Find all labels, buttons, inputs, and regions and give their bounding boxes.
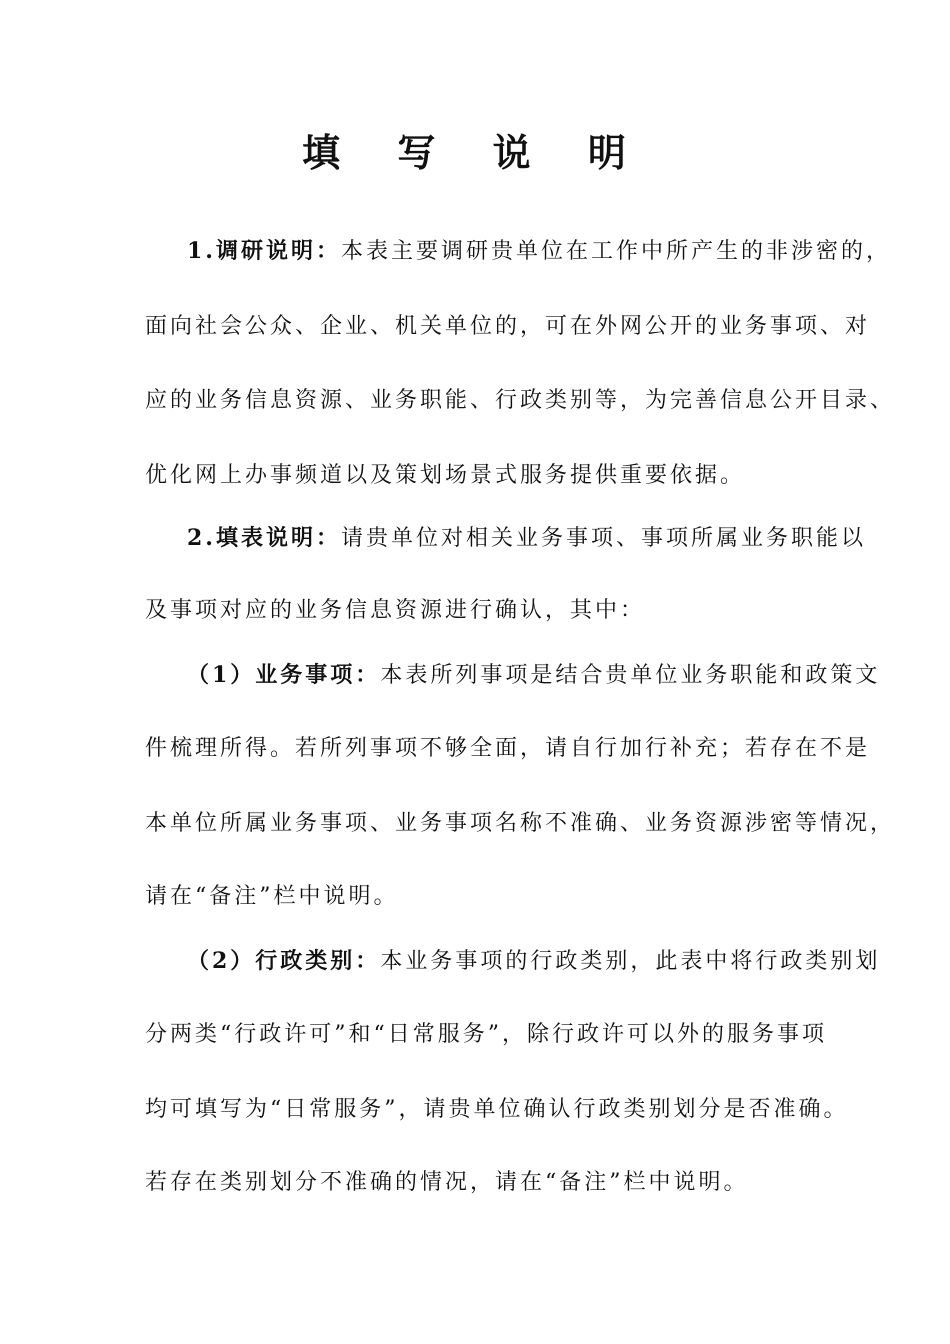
section1-text: 本表主要调研贵单位在工作中所产生的非涉密的， (340, 239, 891, 264)
section1-line-3: 应的业务信息资源、业务职能、行政类别等，为完善信息公开目录、 (145, 388, 896, 413)
item2-text: 本业务事项的行政类别，此表中将行政类别划 (380, 949, 881, 974)
item2-line-4: 若存在类别划分不准确的情况，请在“备注”栏中说明。 (145, 1170, 749, 1195)
section1-line-2: 面向社会公众、企业、机关单位的，可在外网公开的业务事项、对 (145, 314, 871, 339)
section2-heading: 2.填表说明： (187, 525, 341, 551)
item2-line-3: 均可填写为“日常服务”，请贵单位确认行政类别划分是否准确。 (145, 1097, 849, 1122)
section1-heading: 1.调研说明： (187, 238, 341, 264)
item1-line-3: 本单位所属业务事项、业务事项名称不准确、业务资源涉密等情况， (145, 811, 896, 836)
page-title: 填 写 说 明 (302, 130, 648, 175)
item2-line-1 (187, 946, 881, 977)
item1-line-2: 件梳理所得。若所列事项不够全面，请自行加行补充；若存在不是 (145, 736, 871, 761)
section2-line-2: 及事项对应的业务信息资源进行确认，其中： (145, 598, 646, 623)
section1-line-4: 优化网上办事频道以及策划场景式服务提供重要依据。 (145, 463, 746, 488)
item2-line-2: 分两类“行政许可”和“日常服务”，除行政许可以外的服务事项 (145, 1022, 827, 1047)
item1-heading: （1）业务事项： (187, 662, 381, 688)
section2-text: 请贵单位对相关业务事项、事项所属业务职能以 (340, 526, 866, 551)
section2-line-1 (187, 523, 877, 554)
section1-line-1 (187, 236, 891, 267)
item1-text: 本表所列事项是结合贵单位业务职能和政策文 (380, 663, 881, 688)
item1-line-4: 请在“备注”栏中说明。 (145, 884, 399, 909)
item1-line-1 (187, 660, 881, 691)
item2-heading: （2）行政类别： (187, 948, 381, 974)
